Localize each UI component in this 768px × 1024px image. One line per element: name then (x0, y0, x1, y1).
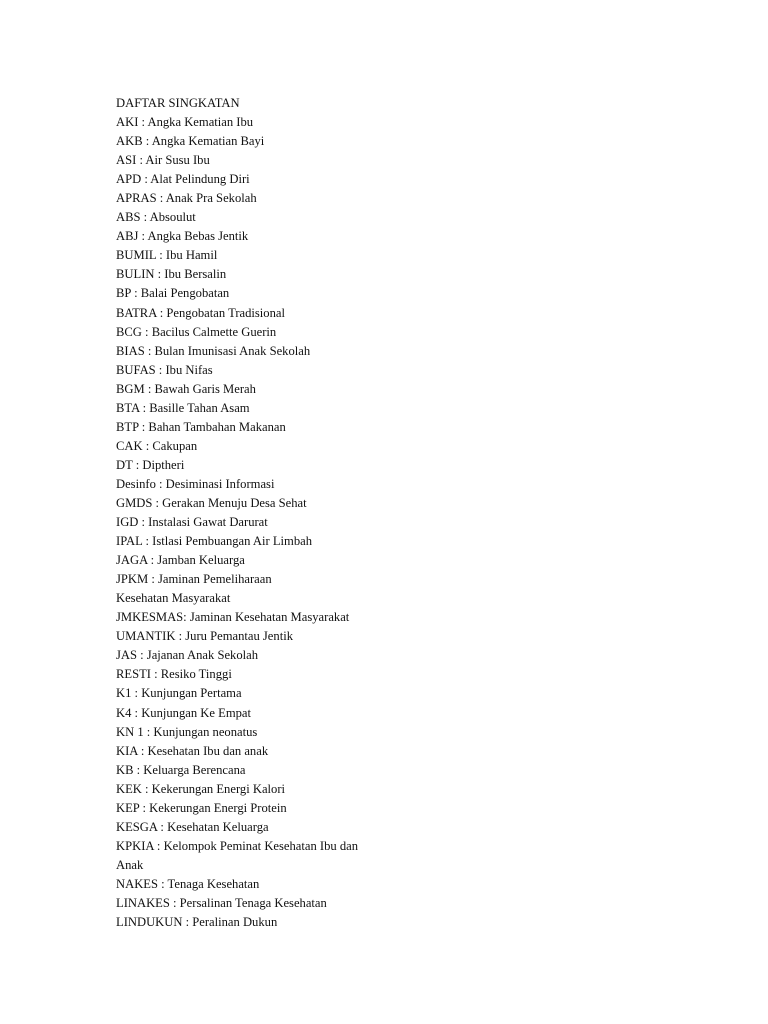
abbreviation-line: KIA : Kesehatan Ibu dan anak (116, 743, 269, 758)
abbreviation-line: BUMIL : Ibu Hamil (116, 248, 218, 263)
abbreviation-line: KN 1 : Kunjungan neonatus (116, 724, 258, 739)
abbreviation-line: K1 : Kunjungan Pertama (116, 686, 242, 701)
abbreviation-line: BTP : Bahan Tambahan Makanan (116, 419, 286, 434)
abbreviation-line: KPKIA : Kelompok Peminat Kesehatan Ibu dan (116, 838, 359, 853)
abbreviation-line: KESGA : Kesehatan Keluarga (116, 819, 269, 834)
abbreviation-line: ABJ : Angka Bebas Jentik (116, 229, 249, 244)
abbreviation-line: K4 : Kunjungan Ke Empat (116, 705, 252, 720)
document-page (116, 94, 676, 932)
abbreviation-line: ASI : Air Susu Ibu (116, 153, 210, 168)
abbreviation-line: BCG : Bacilus Calmette Guerin (116, 324, 277, 339)
abbreviation-line: BIAS : Bulan Imunisasi Anak Sekolah (116, 343, 311, 358)
abbreviation-line: NAKES : Tenaga Kesehatan (116, 876, 260, 891)
abbreviation-line: LINDUKUN : Peralinan Dukun (116, 915, 278, 930)
document-title: DAFTAR SINGKATAN (116, 96, 240, 110)
abbreviation-line: KB : Keluarga Berencana (116, 762, 246, 777)
abbreviation-line: AKI : Angka Kematian Ibu (116, 115, 254, 130)
abbreviation-line: BATRA : Pengobatan Tradisional (116, 305, 285, 320)
abbreviation-line: KEK : Kekerungan Energi Kalori (116, 781, 286, 796)
abbreviation-line: JPKM : Jaminan Pemeliharaan (116, 572, 272, 587)
abbreviation-line: JMKESMAS: Jaminan Kesehatan Masyarakat (116, 610, 350, 625)
abbreviation-line: BTA : Basille Tahan Asam (116, 400, 250, 415)
abbreviation-line: JAS : Jajanan Anak Sekolah (116, 648, 259, 663)
abbreviation-line: Kesehatan Masyarakat (116, 591, 231, 606)
abbreviation-line: ABS : Absoulut (116, 210, 196, 225)
abbreviation-line: APRAS : Anak Pra Sekolah (116, 191, 257, 206)
abbreviation-line: Anak (116, 857, 144, 872)
abbreviation-line: Desinfo : Desiminasi Informasi (116, 476, 275, 491)
abbreviation-line: BUFAS : Ibu Nifas (116, 362, 213, 377)
abbreviation-line: BP : Balai Pengobatan (116, 286, 230, 301)
abbreviation-line: BGM : Bawah Garis Merah (116, 381, 256, 396)
abbreviation-line: IPAL : Istlasi Pembuangan Air Limbah (116, 534, 313, 549)
abbreviation-line: KEP : Kekerungan Energi Protein (116, 800, 287, 815)
abbreviation-line: APD : Alat Pelindung Diri (116, 172, 250, 187)
abbreviation-line: DT : Diptheri (116, 457, 185, 472)
abbreviation-line: CAK : Cakupan (116, 438, 198, 453)
abbreviation-line: AKB : Angka Kematian Bayi (116, 134, 265, 149)
abbreviation-line: JAGA : Jamban Keluarga (116, 553, 245, 568)
abbreviation-line: RESTI : Resiko Tinggi (116, 667, 232, 682)
abbreviation-line: BULIN : Ibu Bersalin (116, 267, 227, 282)
abbreviation-line: IGD : Instalasi Gawat Darurat (116, 515, 268, 530)
abbreviation-line: LINAKES : Persalinan Tenaga Kesehatan (116, 895, 327, 910)
abbreviation-line: UMANTIK : Juru Pemantau Jentik (116, 629, 293, 644)
abbreviation-line: GMDS : Gerakan Menuju Desa Sehat (116, 495, 307, 510)
